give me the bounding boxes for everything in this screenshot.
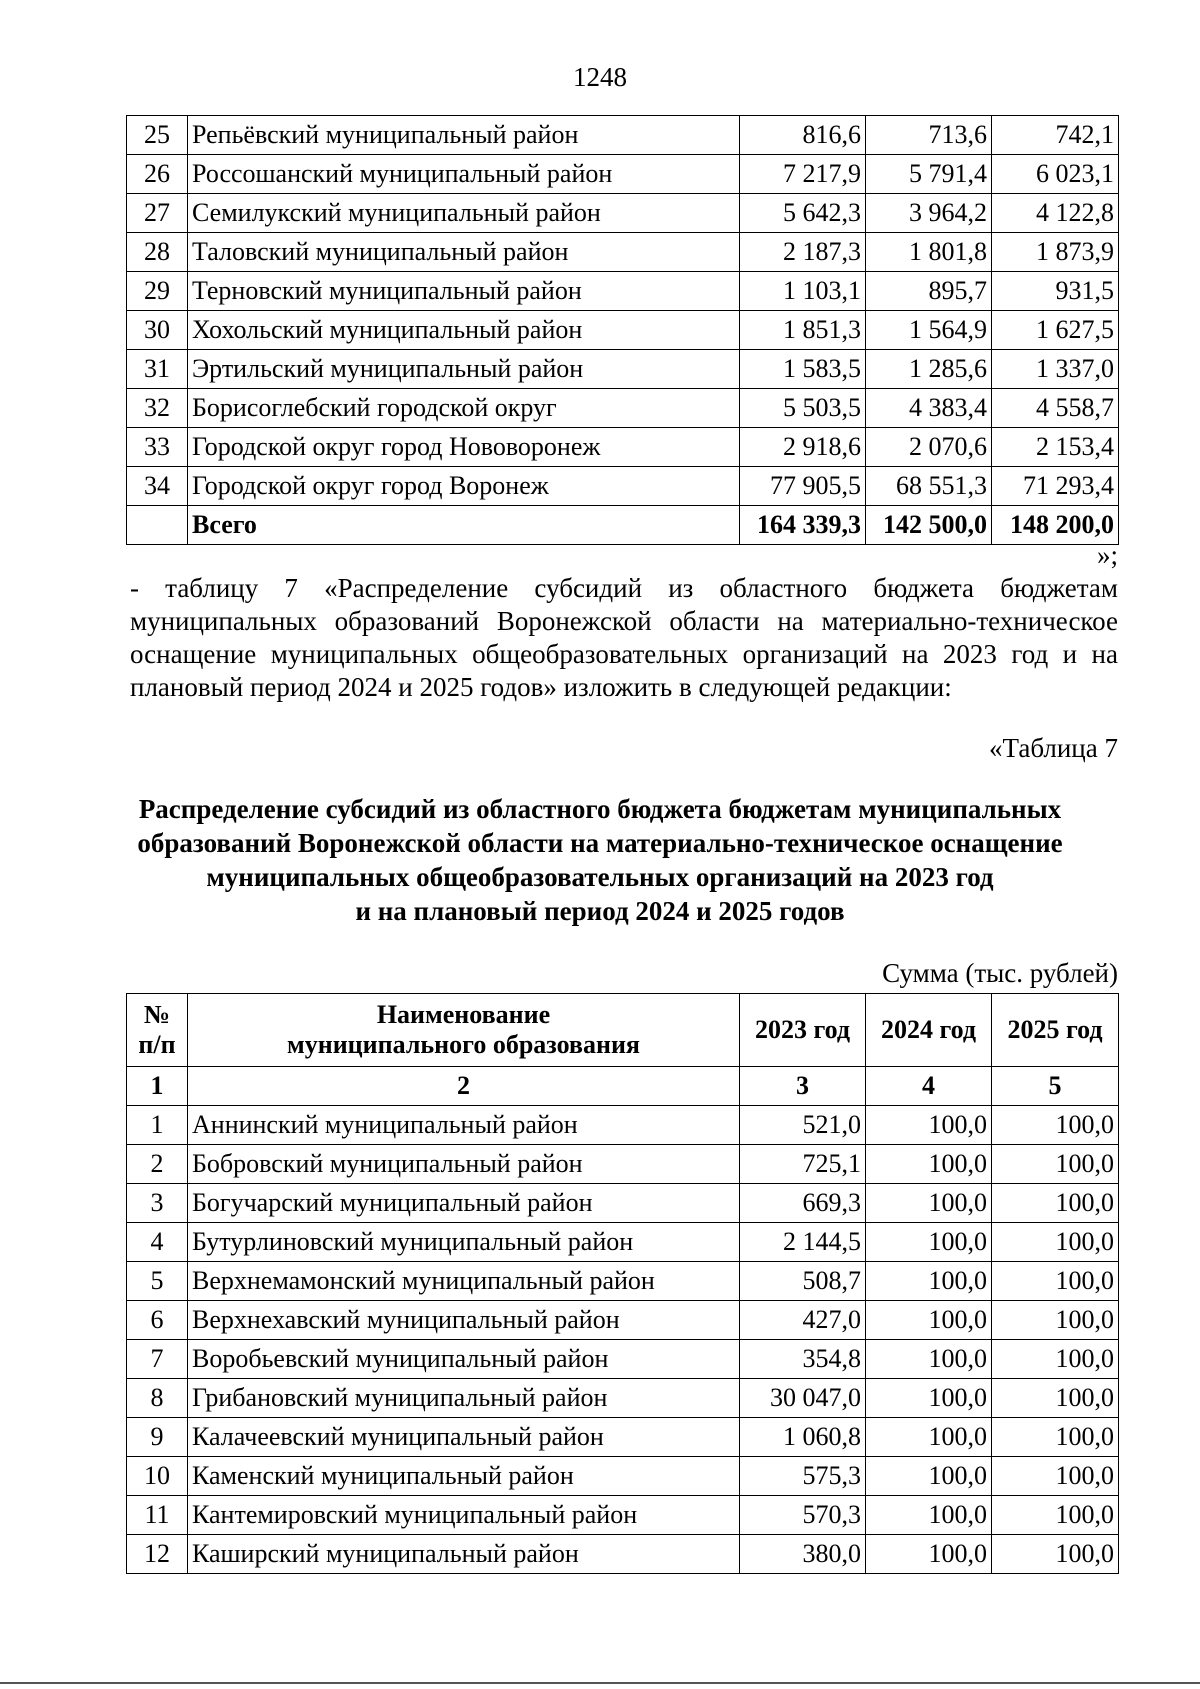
table-row xyxy=(127,1223,1119,1262)
row-number: 27 xyxy=(127,194,188,233)
subsidy-table-7 xyxy=(126,993,1119,1574)
table-row xyxy=(127,1496,1119,1535)
table-row xyxy=(127,233,1119,272)
column-number-row xyxy=(127,1067,1119,1106)
table-row xyxy=(127,1106,1119,1145)
municipality-name: Аннинский муниципальный район xyxy=(188,1106,740,1145)
row-number: 4 xyxy=(127,1223,188,1262)
amount-2023: 1 060,8 xyxy=(740,1418,866,1457)
title-line: муниципальных общеобразовательных организаций на 2023 год xyxy=(206,862,994,892)
amount-2025: 4 558,7 xyxy=(992,389,1119,428)
table-row xyxy=(127,311,1119,350)
row-number: 1 xyxy=(127,1106,188,1145)
total-label: Всего xyxy=(188,506,740,545)
municipality-name: Терновский муниципальный район xyxy=(188,272,740,311)
amount-2024: 4 383,4 xyxy=(866,389,992,428)
row-number: 33 xyxy=(127,428,188,467)
header-num xyxy=(127,994,188,1067)
amount-2025: 100,0 xyxy=(992,1535,1119,1574)
amount-2025: 742,1 xyxy=(992,116,1119,155)
municipality-name: Каширский муниципальный район xyxy=(188,1535,740,1574)
total-empty-cell xyxy=(127,506,188,545)
amount-2024: 100,0 xyxy=(866,1301,992,1340)
amount-2024: 895,7 xyxy=(866,272,992,311)
amount-2025: 2 153,4 xyxy=(992,428,1119,467)
amount-2025: 100,0 xyxy=(992,1457,1119,1496)
municipality-name: Семилукский муниципальный район xyxy=(188,194,740,233)
municipality-name: Каменский муниципальный район xyxy=(188,1457,740,1496)
amount-2023: 30 047,0 xyxy=(740,1379,866,1418)
amount-2023: 5 503,5 xyxy=(740,389,866,428)
amount-2023: 2 918,6 xyxy=(740,428,866,467)
row-number: 8 xyxy=(127,1379,188,1418)
row-number: 7 xyxy=(127,1340,188,1379)
column-number: 1 xyxy=(127,1067,188,1106)
amount-2025: 100,0 xyxy=(992,1379,1119,1418)
row-number: 2 xyxy=(127,1145,188,1184)
amount-2023: 427,0 xyxy=(740,1301,866,1340)
amount-2024: 100,0 xyxy=(866,1223,992,1262)
amount-2025: 4 122,8 xyxy=(992,194,1119,233)
row-number: 34 xyxy=(127,467,188,506)
amount-2023: 5 642,3 xyxy=(740,194,866,233)
row-number: 5 xyxy=(127,1262,188,1301)
row-number: 6 xyxy=(127,1301,188,1340)
amount-2024: 2 070,6 xyxy=(866,428,992,467)
header-2025: 2025 год xyxy=(992,994,1119,1067)
amount-2025: 100,0 xyxy=(992,1145,1119,1184)
row-number: 26 xyxy=(127,155,188,194)
amount-2024: 100,0 xyxy=(866,1418,992,1457)
amount-2024: 100,0 xyxy=(866,1106,992,1145)
row-number: 9 xyxy=(127,1418,188,1457)
amount-2024: 100,0 xyxy=(866,1340,992,1379)
amount-2023: 77 905,5 xyxy=(740,467,866,506)
table-title xyxy=(100,792,1100,928)
row-number: 28 xyxy=(127,233,188,272)
total-2024: 142 500,0 xyxy=(866,506,992,545)
municipality-name: Борисоглебский городской округ xyxy=(188,389,740,428)
amount-2023: 2 144,5 xyxy=(740,1223,866,1262)
amount-2023: 1 851,3 xyxy=(740,311,866,350)
amount-2025: 1 627,5 xyxy=(992,311,1119,350)
amount-2024: 713,6 xyxy=(866,116,992,155)
footer-rule xyxy=(0,1682,1200,1684)
table-label: «Таблица 7 xyxy=(989,733,1118,763)
municipality-name: Богучарский муниципальный район xyxy=(188,1184,740,1223)
amount-2025: 100,0 xyxy=(992,1496,1119,1535)
page-number: 1248 xyxy=(573,62,627,92)
amount-2024: 100,0 xyxy=(866,1262,992,1301)
municipality-name: Бутурлиновский муниципальный район xyxy=(188,1223,740,1262)
table-row xyxy=(127,428,1119,467)
amount-2025: 100,0 xyxy=(992,1301,1119,1340)
amount-2023: 2 187,3 xyxy=(740,233,866,272)
row-number: 11 xyxy=(127,1496,188,1535)
municipality-name: Городской округ город Воронеж xyxy=(188,467,740,506)
total-2023: 164 339,3 xyxy=(740,506,866,545)
header-name-line1: Наименование xyxy=(376,1000,551,1029)
amount-2024: 100,0 xyxy=(866,1145,992,1184)
amount-2025: 100,0 xyxy=(992,1223,1119,1262)
title-line: Распределение субсидий из областного бюджета бюджетам муниципальных xyxy=(138,794,1062,824)
amount-2023: 669,3 xyxy=(740,1184,866,1223)
table-row xyxy=(127,1145,1119,1184)
municipality-name: Эртильский муниципальный район xyxy=(188,350,740,389)
header-2023: 2023 год xyxy=(740,994,866,1067)
title-line: и на плановый период 2024 и 2025 годов xyxy=(355,896,845,926)
amount-2023: 508,7 xyxy=(740,1262,866,1301)
municipality-name: Репьёвский муниципальный район xyxy=(188,116,740,155)
table-row xyxy=(127,1457,1119,1496)
amount-2025: 100,0 xyxy=(992,1340,1119,1379)
amount-2025: 100,0 xyxy=(992,1184,1119,1223)
amount-2025: 100,0 xyxy=(992,1106,1119,1145)
table-row xyxy=(127,1418,1119,1457)
table-row xyxy=(127,1262,1119,1301)
amount-2024: 100,0 xyxy=(866,1379,992,1418)
header-num-line2: п/п xyxy=(138,1030,176,1059)
column-number: 3 xyxy=(740,1067,866,1106)
amount-2024: 100,0 xyxy=(866,1496,992,1535)
municipality-name: Россошанский муниципальный район xyxy=(188,155,740,194)
municipality-name: Кантемировский муниципальный район xyxy=(188,1496,740,1535)
amount-2023: 570,3 xyxy=(740,1496,866,1535)
amount-2025: 1 873,9 xyxy=(992,233,1119,272)
table-row xyxy=(127,1535,1119,1574)
table-row xyxy=(127,1340,1119,1379)
header-num-line1: № xyxy=(143,1000,171,1029)
amount-2023: 816,6 xyxy=(740,116,866,155)
amount-2024: 68 551,3 xyxy=(866,467,992,506)
municipality-name: Верхнемамонский муниципальный район xyxy=(188,1262,740,1301)
amount-2025: 6 023,1 xyxy=(992,155,1119,194)
amount-2024: 100,0 xyxy=(866,1184,992,1223)
municipality-name: Верхнехавский муниципальный район xyxy=(188,1301,740,1340)
table-row xyxy=(127,1301,1119,1340)
header-2024: 2024 год xyxy=(866,994,992,1067)
municipality-name: Грибановский муниципальный район xyxy=(188,1379,740,1418)
amount-2024: 1 801,8 xyxy=(866,233,992,272)
subsidy-table-continued xyxy=(126,115,1119,545)
row-number: 10 xyxy=(127,1457,188,1496)
municipality-name: Городской округ город Нововоронеж xyxy=(188,428,740,467)
column-number: 5 xyxy=(992,1067,1119,1106)
table-row xyxy=(127,1184,1119,1223)
table-row xyxy=(127,350,1119,389)
municipality-name: Хохольский муниципальный район xyxy=(188,311,740,350)
row-number: 30 xyxy=(127,311,188,350)
header-name-line2: муниципального образования xyxy=(287,1030,640,1059)
municipality-name: Воробьевский муниципальный район xyxy=(188,1340,740,1379)
municipality-name: Калачеевский муниципальный район xyxy=(188,1418,740,1457)
amount-2024: 1 285,6 xyxy=(866,350,992,389)
municipality-name: Таловский муниципальный район xyxy=(188,233,740,272)
row-number: 3 xyxy=(127,1184,188,1223)
row-number: 31 xyxy=(127,350,188,389)
amount-2023: 1 583,5 xyxy=(740,350,866,389)
column-number: 2 xyxy=(188,1067,740,1106)
table-row xyxy=(127,194,1119,233)
amount-2023: 354,8 xyxy=(740,1340,866,1379)
amount-2023: 380,0 xyxy=(740,1535,866,1574)
amount-2025: 1 337,0 xyxy=(992,350,1119,389)
amount-2024: 3 964,2 xyxy=(866,194,992,233)
units-note: Сумма (тыс. рублей) xyxy=(882,958,1118,988)
amount-2023: 521,0 xyxy=(740,1106,866,1145)
row-number: 12 xyxy=(127,1535,188,1574)
amount-2023: 575,3 xyxy=(740,1457,866,1496)
amount-2025: 100,0 xyxy=(992,1418,1119,1457)
amount-2024: 100,0 xyxy=(866,1535,992,1574)
table-header-row xyxy=(127,994,1119,1067)
row-number: 25 xyxy=(127,116,188,155)
table-row xyxy=(127,389,1119,428)
table-row xyxy=(127,467,1119,506)
row-number: 29 xyxy=(127,272,188,311)
header-name xyxy=(188,994,740,1067)
total-2025: 148 200,0 xyxy=(992,506,1119,545)
row-number: 32 xyxy=(127,389,188,428)
table-row xyxy=(127,272,1119,311)
amount-2024: 5 791,4 xyxy=(866,155,992,194)
amount-2023: 1 103,1 xyxy=(740,272,866,311)
amount-2023: 7 217,9 xyxy=(740,155,866,194)
total-row xyxy=(127,506,1119,545)
municipality-name: Бобровский муниципальный район xyxy=(188,1145,740,1184)
table-row xyxy=(127,116,1119,155)
amount-2025: 931,5 xyxy=(992,272,1119,311)
table-row xyxy=(127,155,1119,194)
title-line: образований Воронежской области на материально-техническое оснащение xyxy=(137,828,1063,858)
column-number: 4 xyxy=(866,1067,992,1106)
amount-2025: 100,0 xyxy=(992,1262,1119,1301)
amendment-paragraph: - таблицу 7 «Распределение субсидий из областного бюджета бюджетам муниципальных образований Воронежской области на материально-техническое оснащение муниципальных общеобразовательных организаций на 2023 год и на плановый период 2024 и 2025 годов» изложить в следующей редакции: xyxy=(130,573,1118,702)
table-row xyxy=(127,1379,1119,1418)
amount-2023: 725,1 xyxy=(740,1145,866,1184)
amount-2024: 100,0 xyxy=(866,1457,992,1496)
amount-2025: 71 293,4 xyxy=(992,467,1119,506)
closing-quote: »; xyxy=(1096,540,1118,570)
amount-2024: 1 564,9 xyxy=(866,311,992,350)
